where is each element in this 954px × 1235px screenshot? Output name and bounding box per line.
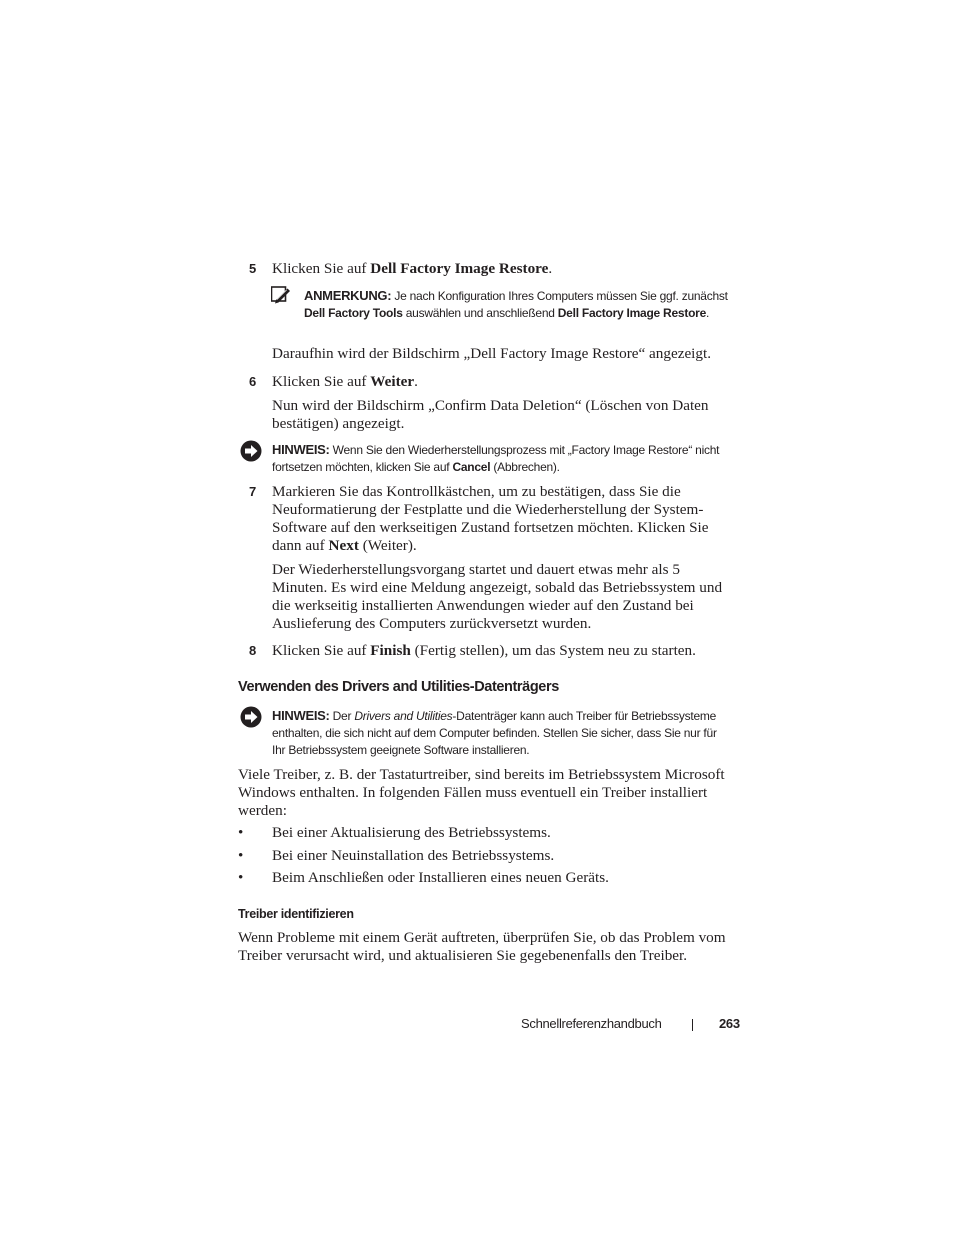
- list-item: [238, 824, 738, 847]
- page-number: 263: [719, 1016, 740, 1031]
- footer-separator: [692, 1019, 693, 1031]
- notice-2-italic: Drivers and Utilities: [354, 709, 453, 723]
- bullet-symbol: •: [238, 824, 244, 841]
- bullet-list: [238, 824, 738, 892]
- notice-1-label: HINWEIS:: [272, 442, 330, 457]
- step-number-7: 7: [249, 484, 256, 499]
- notice-2-text-2: -Datenträger kann auch Treiber für Betriebssysteme enthalten, die sich nicht auf dem Computer befinden. Stellen Sie sicher, dass Sie nur für Ihr Betriebssystem geeignete Software installieren.: [272, 709, 717, 757]
- step-7-text: [272, 483, 734, 555]
- section-heading: Verwenden des Drivers and Utilities-Datenträgers: [238, 679, 559, 695]
- step-5-text-start: Klicken Sie auf: [272, 260, 371, 277]
- list-item: [238, 847, 738, 870]
- step-8-text-start: Klicken Sie auf: [272, 642, 371, 659]
- step-8-bold: Finish: [370, 642, 411, 659]
- note-text-3: .: [706, 306, 710, 320]
- note-bold-2: Dell Factory Image Restore: [557, 306, 706, 320]
- list-item-text: Beim Anschließen oder Installieren eines neuen Geräts.: [272, 869, 609, 887]
- arrow-circle-notice-icon: [240, 440, 262, 462]
- step-5-text: [272, 260, 742, 278]
- step-number-6: 6: [249, 374, 256, 389]
- step-5-text-end: .: [548, 260, 553, 277]
- para-after-step-6: Nun wird der Bildschirm „Confirm Data Deletion“ (Löschen von Daten bestätigen) angezeigt.: [272, 397, 709, 432]
- step-5-bold: Dell Factory Image Restore: [370, 260, 549, 277]
- step-7-text-end: (Weiter).: [358, 537, 417, 554]
- pencil-note-icon: [271, 286, 291, 304]
- step-8-text-end: (Fertig stellen), um das System neu zu starten.: [410, 642, 696, 659]
- arrow-circle-notice-icon: [240, 706, 262, 728]
- step-6-text-start: Klicken Sie auf: [272, 373, 371, 390]
- notice-hinweis-1: [272, 441, 742, 476]
- step-6-text: [272, 373, 742, 391]
- notice-hinweis-2: [272, 707, 732, 759]
- step-number-5: 5: [249, 261, 256, 276]
- step-7-text-start: Markieren Sie das Kontrollkästchen, um zu bestätigen, dass Sie die Neuformatierung der Festplatte und die Wiederherstellung der System-Software auf den werkseitigen Zustand fortsetzen möchten. Klicken Sie dann auf: [272, 483, 709, 554]
- step-6-bold: Weiter: [370, 373, 415, 390]
- step-8-text: [272, 642, 742, 660]
- list-item-text: Bei einer Neuinstallation des Betriebssystems.: [272, 846, 555, 864]
- note-label: ANMERKUNG:: [304, 288, 392, 303]
- para-after-step-7: Der Wiederherstellungsvorgang startet und dauert etwas mehr als 5 Minuten. Es wird eine Meldung angezeigt, sobald das Betriebssystem und die werkseitig installierten Anwendungen wieder auf den Zustand bei Auslieferung des Computers zurückversetzt wurden.: [272, 561, 723, 632]
- para-after-step-5: Daraufhin wird der Bildschirm „Dell Factory Image Restore“ angezeigt.: [272, 345, 712, 362]
- notice-1-bold: Cancel: [452, 460, 491, 474]
- list-item-text: Bei einer Aktualisierung des Betriebssystems.: [272, 824, 551, 841]
- footer-title: Schnellreferenzhandbuch: [521, 1016, 662, 1031]
- bullet-symbol: •: [238, 869, 244, 887]
- step-6-text-end: .: [414, 373, 418, 390]
- note-text-1: Je nach Konfiguration Ihres Computers müssen Sie ggf. zunächst: [391, 289, 728, 303]
- intro-paragraph: Viele Treiber, z. B. der Tastaturtreiber, sind bereits im Betriebssystem Microsoft Windows enthalten. In folgenden Fällen muss eventuell ein Treiber installiert werden:: [238, 766, 725, 819]
- bullet-symbol: •: [238, 846, 244, 864]
- note-bold-1: Dell Factory Tools: [304, 306, 403, 320]
- notice-2-label: HINWEIS:: [272, 708, 330, 723]
- notice-2-text-1: Der: [329, 709, 355, 723]
- final-paragraph: Wenn Probleme mit einem Gerät auftreten, überprüfen Sie, ob das Problem vom Treiber verursacht wird, und aktualisieren Sie gegebenenfalls den Treiber.: [238, 929, 726, 964]
- note-text-2: auswählen und anschließend: [402, 306, 558, 320]
- subheading: Treiber identifizieren: [238, 907, 354, 921]
- step-7-bold: Next: [328, 537, 359, 554]
- list-item: [238, 869, 738, 892]
- note-anmerkung: [304, 287, 744, 322]
- step-number-8: 8: [249, 643, 256, 658]
- notice-1-text-2: (Abbrechen).: [490, 460, 560, 474]
- notice-1-text-1: Wenn Sie den Wiederherstellungsprozess mit „Factory Image Restore“ nicht fortsetzen möchten, klicken Sie auf: [272, 443, 720, 474]
